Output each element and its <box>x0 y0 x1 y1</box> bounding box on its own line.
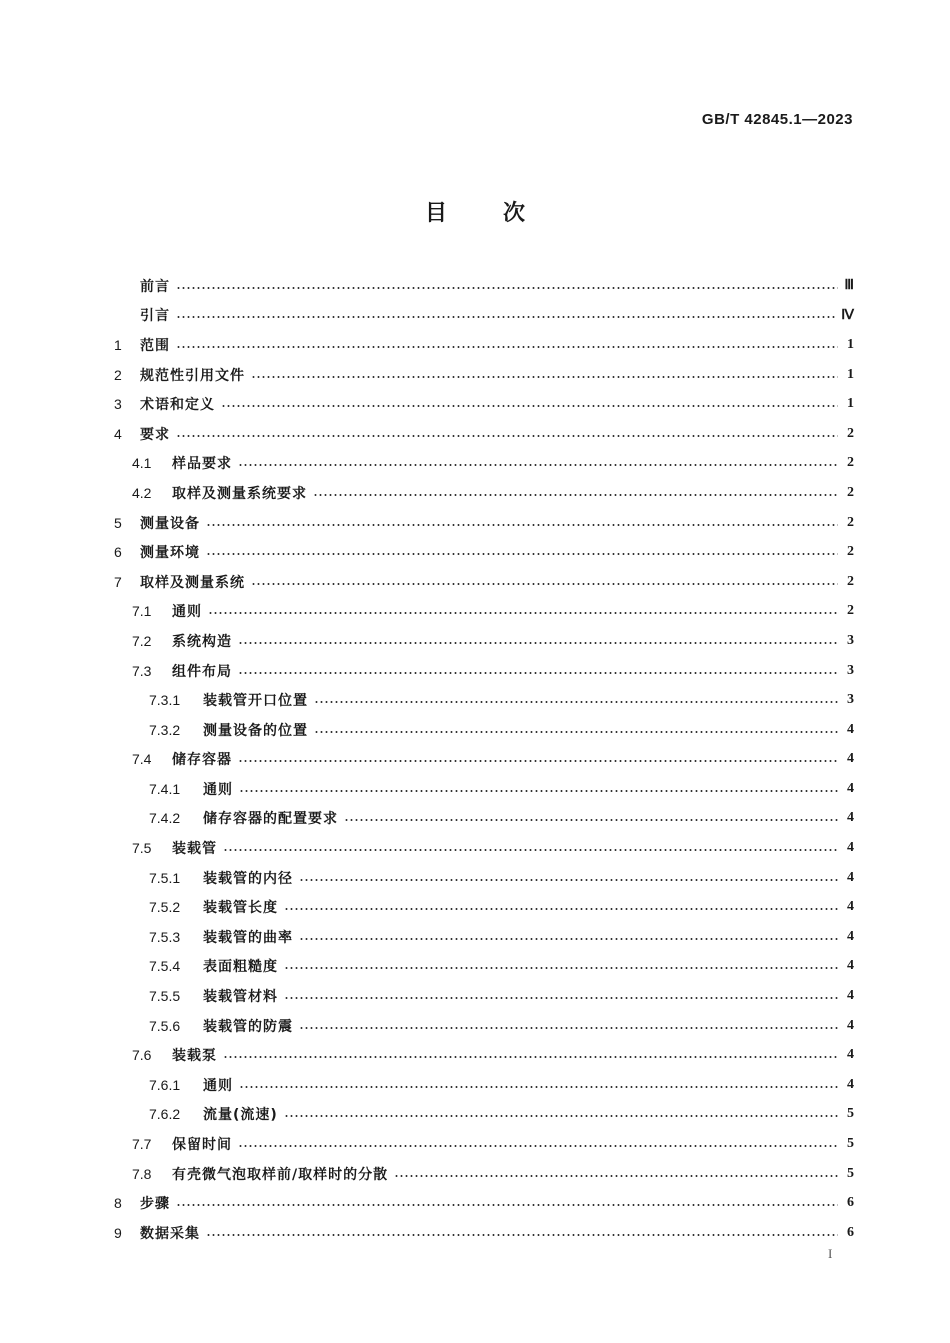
page-title: 目次 <box>424 201 581 226</box>
toc-entry-title: 通则 <box>203 1077 233 1094</box>
toc-entry-title: 装载管 <box>172 841 217 858</box>
toc-entry[interactable] <box>114 952 854 982</box>
toc-dot-leader <box>176 435 838 437</box>
toc-entry-number: 7.7 <box>132 1136 152 1153</box>
toc-entry-title: 装载管的内径 <box>203 870 293 887</box>
toc-entry[interactable] <box>114 863 854 893</box>
toc-dot-leader <box>251 376 838 378</box>
toc-entry-title: 样品要求 <box>172 456 232 473</box>
toc-entry[interactable] <box>114 271 854 301</box>
toc-entry-page: 1 <box>847 366 854 382</box>
toc-entry-title: 取样及测量系统 <box>140 574 245 591</box>
toc-entry-page: 2 <box>847 425 854 441</box>
toc-dot-leader <box>206 553 838 555</box>
toc-entry[interactable] <box>114 567 854 597</box>
toc-entry[interactable] <box>114 1011 854 1041</box>
toc-entry-page: 4 <box>847 988 854 1004</box>
toc-dot-leader <box>284 997 838 999</box>
toc-entry-title: 装载管的防震 <box>203 1018 293 1035</box>
toc-entry-title: 通则 <box>203 781 233 798</box>
table-of-contents <box>114 271 854 1248</box>
toc-dot-leader <box>238 464 838 466</box>
toc-entry-page: 5 <box>847 1165 854 1181</box>
toc-entry-page: 2 <box>847 514 854 530</box>
toc-entry-number: 4.1 <box>132 455 152 472</box>
toc-entry[interactable] <box>114 1188 854 1218</box>
toc-entry-number: 4.2 <box>132 484 152 501</box>
toc-entry-title: 装载管长度 <box>203 900 278 917</box>
toc-dot-leader <box>238 1145 838 1147</box>
toc-entry-title: 步骤 <box>140 1196 170 1213</box>
toc-entry[interactable] <box>114 1070 854 1100</box>
toc-dot-leader <box>221 405 838 407</box>
toc-entry-page: 4 <box>847 928 854 944</box>
toc-entry-page: 1 <box>847 336 854 352</box>
toc-entry-page: 4 <box>847 751 854 767</box>
toc-entry-page: 4 <box>847 1017 854 1033</box>
toc-entry[interactable] <box>114 774 854 804</box>
toc-entry-number: 7.5.1 <box>149 869 181 886</box>
toc-entry-page: 4 <box>847 958 854 974</box>
toc-dot-leader <box>314 701 838 703</box>
toc-entry[interactable] <box>114 656 854 686</box>
toc-dot-leader <box>299 879 838 881</box>
toc-dot-leader <box>299 938 838 940</box>
toc-entry-number: 7 <box>114 573 122 590</box>
toc-entry-title: 范围 <box>140 337 170 354</box>
toc-dot-leader <box>238 642 838 644</box>
toc-dot-leader <box>314 731 838 733</box>
toc-entry-title: 引言 <box>140 308 170 325</box>
toc-entry[interactable] <box>114 508 854 538</box>
toc-entry[interactable] <box>114 1100 854 1130</box>
toc-entry-title: 流量(流速) <box>203 1107 278 1124</box>
toc-entry-page: 5 <box>847 1106 854 1122</box>
toc-entry[interactable] <box>114 1159 854 1189</box>
toc-entry-title: 数据采集 <box>140 1225 200 1242</box>
toc-entry-number: 7.5.3 <box>149 928 181 945</box>
toc-dot-leader <box>176 1204 838 1206</box>
toc-dot-leader <box>176 316 835 318</box>
toc-entry-title: 测量设备 <box>140 515 200 532</box>
toc-entry[interactable] <box>114 922 854 952</box>
toc-dot-leader <box>394 1175 838 1177</box>
toc-entry-page: 4 <box>847 810 854 826</box>
toc-entry-title: 储存容器的配置要求 <box>203 811 338 828</box>
toc-entry-number: 1 <box>114 336 122 353</box>
toc-entry-number: 7.4.2 <box>149 810 181 827</box>
toc-entry-title: 前言 <box>140 278 170 295</box>
toc-entry-page: 5 <box>847 1136 854 1152</box>
toc-entry-number: 3 <box>114 396 122 413</box>
toc-entry-page: 6 <box>847 1195 854 1211</box>
toc-dot-leader <box>251 583 838 585</box>
toc-entry[interactable] <box>114 1040 854 1070</box>
toc-entry[interactable] <box>114 449 854 479</box>
toc-entry[interactable] <box>114 685 854 715</box>
toc-entry-page: 3 <box>847 662 854 678</box>
toc-entry-number: 7.4.1 <box>149 780 181 797</box>
toc-entry-page: 2 <box>847 455 854 471</box>
toc-dot-leader <box>313 494 838 496</box>
toc-entry[interactable] <box>114 715 854 745</box>
toc-entry[interactable] <box>114 981 854 1011</box>
toc-dot-leader <box>239 790 838 792</box>
toc-entry-number: 7.3.1 <box>149 692 181 709</box>
toc-entry-page: 4 <box>847 721 854 737</box>
toc-entry-title: 要求 <box>140 426 170 443</box>
toc-entry-number: 7.6.1 <box>149 1076 181 1093</box>
toc-entry-page: 2 <box>847 544 854 560</box>
toc-entry-number: 2 <box>114 366 122 383</box>
toc-entry-page: 2 <box>847 573 854 589</box>
toc-entry-number: 6 <box>114 544 122 561</box>
toc-entry[interactable] <box>114 892 854 922</box>
toc-entry-page: 3 <box>847 692 854 708</box>
toc-entry-number: 7.1 <box>132 603 152 620</box>
toc-dot-leader <box>284 1115 838 1117</box>
toc-dot-leader <box>206 1234 838 1236</box>
toc-entry-title: 测量设备的位置 <box>203 722 308 739</box>
toc-entry-page: 4 <box>847 840 854 856</box>
toc-entry[interactable] <box>114 478 854 508</box>
toc-entry[interactable] <box>114 597 854 627</box>
toc-entry-number: 7.2 <box>132 632 152 649</box>
toc-entry-title: 装载管材料 <box>203 989 278 1006</box>
toc-entry-number: 7.4 <box>132 751 152 768</box>
toc-entry-page: Ⅲ <box>844 278 854 294</box>
toc-entry[interactable] <box>114 301 854 331</box>
toc-entry-number: 7.3 <box>132 662 152 679</box>
toc-dot-leader <box>344 819 838 821</box>
toc-entry-number: 4 <box>114 425 122 442</box>
toc-entry[interactable] <box>114 537 854 567</box>
toc-entry-title: 装载管的曲率 <box>203 929 293 946</box>
toc-dot-leader <box>176 346 838 348</box>
toc-entry-title: 通则 <box>172 604 202 621</box>
toc-entry-page: 4 <box>847 869 854 885</box>
toc-dot-leader <box>239 1086 838 1088</box>
toc-dot-leader <box>238 672 838 674</box>
toc-entry-title: 组件布局 <box>172 663 232 680</box>
toc-dot-leader <box>223 849 838 851</box>
toc-entry-title: 装载管开口位置 <box>203 693 308 710</box>
toc-dot-leader <box>299 1027 838 1029</box>
toc-entry-page: 3 <box>847 632 854 648</box>
toc-entry[interactable] <box>114 389 854 419</box>
toc-entry-title: 术语和定义 <box>140 397 215 414</box>
toc-entry-title: 有壳微气泡取样前/取样时的分散 <box>172 1166 389 1183</box>
toc-entry-number: 5 <box>114 514 122 531</box>
toc-entry-title: 测量环境 <box>140 545 200 562</box>
toc-entry[interactable] <box>114 804 854 834</box>
toc-entry-page: 4 <box>847 1076 854 1092</box>
toc-entry[interactable] <box>114 360 854 390</box>
toc-entry[interactable] <box>114 833 854 863</box>
toc-entry[interactable] <box>114 745 854 775</box>
toc-entry-number: 8 <box>114 1195 122 1212</box>
page-number: I <box>828 1246 833 1261</box>
toc-dot-leader <box>176 287 838 289</box>
toc-entry-page: Ⅳ <box>841 307 854 323</box>
toc-entry-title: 保留时间 <box>172 1137 232 1154</box>
toc-entry-number: 7.5 <box>132 840 152 857</box>
toc-entry-page: 2 <box>847 484 854 500</box>
toc-dot-leader <box>208 612 838 614</box>
toc-entry[interactable] <box>114 330 854 360</box>
toc-entry-page: 4 <box>847 1047 854 1063</box>
toc-entry[interactable] <box>114 419 854 449</box>
toc-entry-page: 2 <box>847 603 854 619</box>
toc-dot-leader <box>284 967 838 969</box>
toc-entry-number: 7.5.2 <box>149 899 181 916</box>
toc-dot-leader <box>206 524 838 526</box>
toc-entry-page: 1 <box>847 396 854 412</box>
toc-entry-page: 4 <box>847 780 854 796</box>
toc-entry-number: 9 <box>114 1224 122 1241</box>
toc-entry-number: 7.3.2 <box>149 721 181 738</box>
toc-dot-leader <box>223 1056 838 1058</box>
toc-entry-number: 7.6 <box>132 1047 152 1064</box>
toc-entry-title: 取样及测量系统要求 <box>172 485 307 502</box>
toc-entry-title: 表面粗糙度 <box>203 959 278 976</box>
toc-entry-number: 7.5.4 <box>149 958 181 975</box>
toc-entry-number: 7.5.5 <box>149 988 181 1005</box>
toc-entry-number: 7.6.2 <box>149 1106 181 1123</box>
toc-dot-leader <box>284 908 838 910</box>
standard-code: GB/T 42845.1—2023 <box>701 111 853 128</box>
toc-entry-title: 储存容器 <box>172 752 232 769</box>
toc-entry-title: 规范性引用文件 <box>140 367 245 384</box>
toc-entry-title: 装载泵 <box>172 1048 217 1065</box>
toc-entry-title: 系统构造 <box>172 633 232 650</box>
toc-entry-number: 7.5.6 <box>149 1017 181 1034</box>
toc-entry[interactable] <box>114 626 854 656</box>
toc-entry-page: 4 <box>847 899 854 915</box>
toc-entry-page: 6 <box>847 1224 854 1240</box>
toc-entry-number: 7.8 <box>132 1165 152 1182</box>
toc-entry[interactable] <box>114 1129 854 1159</box>
toc-entry[interactable] <box>114 1218 854 1248</box>
toc-dot-leader <box>238 760 838 762</box>
